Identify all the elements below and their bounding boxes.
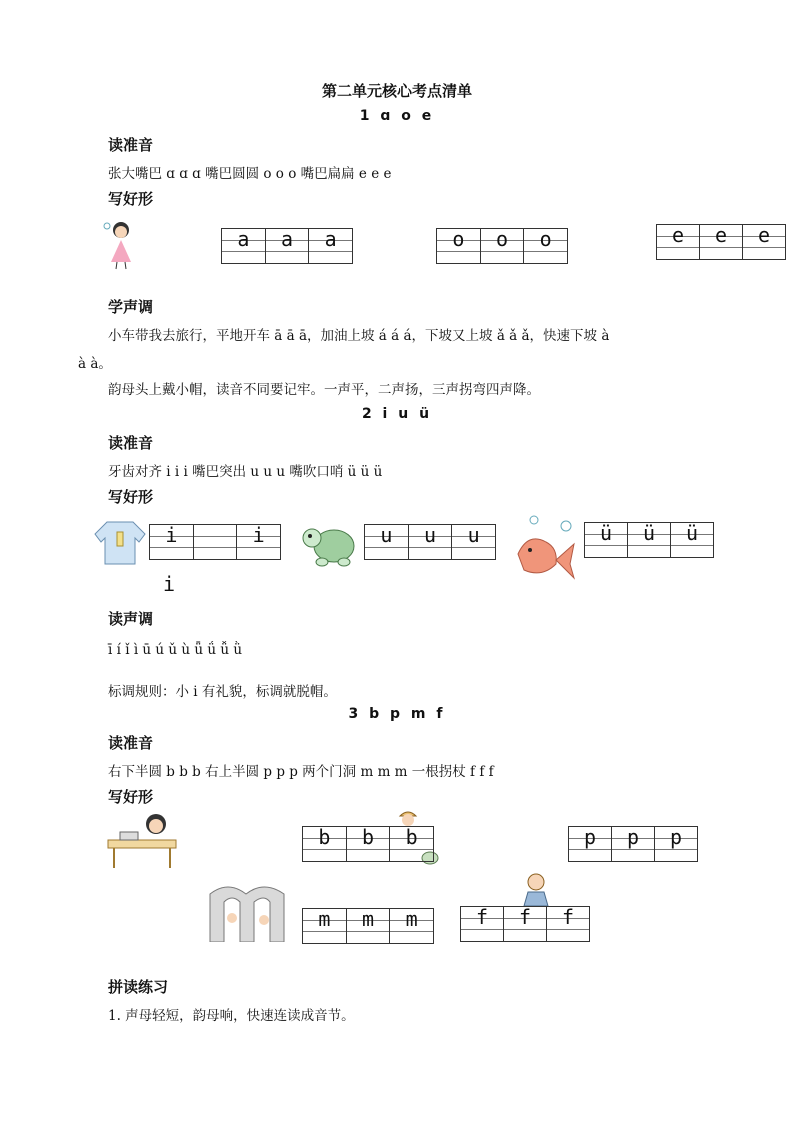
grid-letter: i xyxy=(252,523,265,547)
grid-letter: m xyxy=(361,907,375,931)
grid-letter: a xyxy=(324,227,337,251)
grid-letter: p xyxy=(669,825,683,849)
grid-letter: a xyxy=(237,227,250,251)
grid-letter: b xyxy=(405,825,418,849)
write-grid-a xyxy=(221,228,353,264)
turtle-icon xyxy=(300,520,358,568)
write-grid-p xyxy=(568,826,698,862)
lesson-2-read-text: 牙齿对齐 i i i 嘴巴突出 u u u 嘴吹口哨 ü ü ü xyxy=(108,464,383,480)
grid-letter: f xyxy=(518,905,532,929)
lesson-3-read-text: 右下半圆 b b b 右上半圆 p p p 两个门洞 m m m 一根拐杖 f f f xyxy=(108,764,494,780)
write-grid-o xyxy=(436,228,568,264)
grid-letter: o xyxy=(495,227,509,251)
grid-letter: i xyxy=(165,523,178,547)
grid-letter: p xyxy=(626,825,640,849)
grid-letter: f xyxy=(475,905,489,929)
old-man-icon xyxy=(518,872,554,906)
lesson-3-write-label: 写好形 xyxy=(108,788,154,806)
girl-at-desk-icon xyxy=(106,810,178,868)
grid-letter: e xyxy=(714,223,728,247)
lesson-2-write-label: 写好形 xyxy=(108,488,154,506)
practice-label: 拼读练习 xyxy=(108,978,169,996)
grid-letter: p xyxy=(583,825,597,849)
write-grid-u-umlaut xyxy=(584,522,714,558)
grid-letter: b xyxy=(361,825,375,849)
lesson-1-read-label: 读准音 xyxy=(108,136,154,154)
lesson-1-tone-label: 学声调 xyxy=(108,298,154,316)
grid-letter: b xyxy=(318,825,331,849)
grid-letter: u xyxy=(423,523,437,547)
sweater-icon xyxy=(93,518,147,566)
lesson-1-tone-text-3: 韵母头上戴小帽，读音不同要记牢。一声平，二声扬，三声拐弯四声降。 xyxy=(108,382,540,398)
grid-letter: u xyxy=(380,523,393,547)
write-grid-m xyxy=(302,908,434,944)
write-grid-i xyxy=(149,524,281,560)
grid-letter: m xyxy=(318,907,331,931)
page-title: 第二单元核心考点清单 xyxy=(321,82,472,100)
lesson-3-read-label: 读准音 xyxy=(108,734,154,752)
write-grid-e xyxy=(656,224,786,260)
grid-letter: e xyxy=(671,223,685,247)
lesson-1-tone-text-2: à à。 xyxy=(78,356,112,372)
grid-letter: o xyxy=(452,227,465,251)
lesson-2-read-label: 读准音 xyxy=(108,434,154,452)
lesson-1-read-text: 张大嘴巴 ɑ ɑ ɑ 嘴巴圆圆 o o o 嘴巴扁扁 e e e xyxy=(108,166,392,182)
grid-letter: u xyxy=(467,523,480,547)
practice-item-1: 1. 声母轻短，韵母响，快速连读成音节。 xyxy=(108,1008,355,1024)
grid-letter: ü xyxy=(599,521,613,545)
lesson-3-heading: 3 b p m f xyxy=(348,706,446,722)
write-grid-u xyxy=(364,524,496,560)
lesson-2-heading: 2 i u ü xyxy=(361,406,433,422)
grid-letter: ü xyxy=(685,521,699,545)
lesson-2-rule-text: 标调规则：小 i 有礼貌，标调就脱帽。 xyxy=(108,684,337,700)
grid-letter: e xyxy=(757,223,771,247)
grid-letter: ü xyxy=(642,521,656,545)
lesson-1-tone-text-1: 小车带我去旅行，平地开车 ā ā ā，加油上坡 á á á，下坡又上坡 ǎ ǎ ǎ，快速下坡 à xyxy=(108,328,610,344)
grid-letter: m xyxy=(405,907,418,931)
lesson-2-tone-text: ī í ǐ ì ū ú ǔ ù ǖ ǘ ǚ ǜ xyxy=(108,642,243,658)
write-grid-f xyxy=(460,906,590,942)
fish-icon xyxy=(512,514,576,580)
grid-letter: f xyxy=(561,905,575,929)
extra-i-letter: i xyxy=(163,572,176,596)
write-grid-b xyxy=(302,826,434,862)
lesson-1-heading: 1 ɑ o e xyxy=(359,108,435,124)
girl-singing-icon xyxy=(103,218,139,270)
grid-letter: o xyxy=(539,227,552,251)
lesson-1-write-label: 写好形 xyxy=(108,190,154,208)
lesson-2-tone-label: 读声调 xyxy=(108,610,154,628)
m-door-kids-icon xyxy=(208,884,288,942)
grid-letter: a xyxy=(280,227,294,251)
